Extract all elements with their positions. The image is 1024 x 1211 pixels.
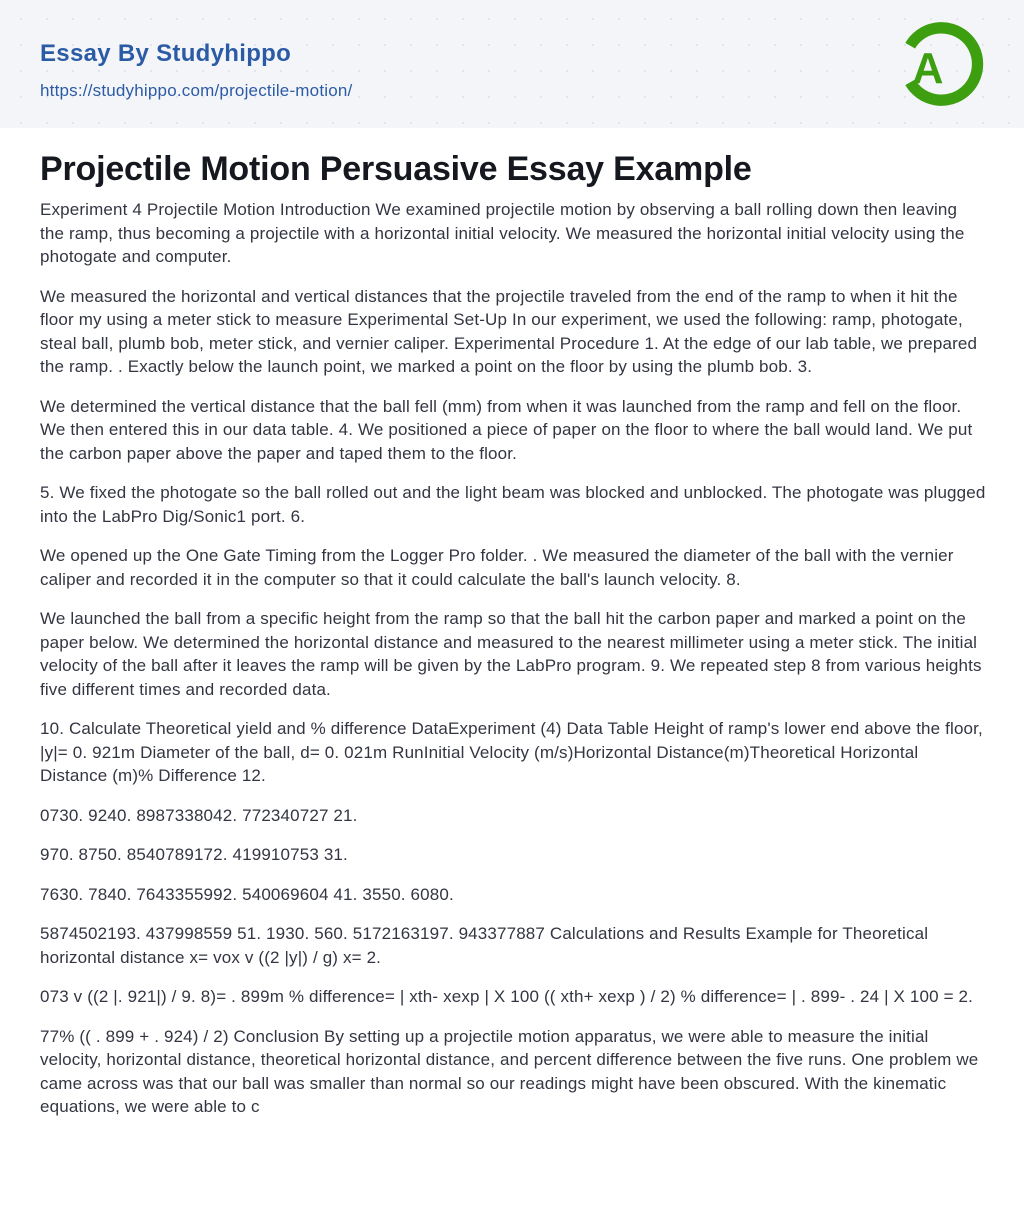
logo-letter: A <box>912 44 944 93</box>
essay-paragraph: We determined the vertical distance that the ball fell (mm) from when it was launched from the ramp and fell on the floor. We then entered this in our data table. 4. We positioned a piece of paper on the floor to where the ball would land. We put the carbon paper above the paper and taped them to the floor. <box>40 396 973 463</box>
essay-paragraph: 5874502193. 437998559 51. 1930. 560. 5172163197. 943377887 Calculations and Results Example for Theoretical horizontal distance x= vox v ((2 |y|) / g) x= 2. <box>40 924 929 967</box>
essay-paragraph: We opened up the One Gate Timing from the Logger Pro folder. . We measured the diameter of the ball with the vernier caliper and recorded it in the computer so that it could calculate the ball's launch velocity. 8. <box>40 546 954 589</box>
page-header <box>0 0 1024 128</box>
essay-paragraph: 073 v ((2 |. 921|) / 9. 8)= . 899m % difference= | xth- xexp | X 100 (( xth+ xexp ) / 2) % difference= | . 899- . 24 | X 100 = 2. <box>40 987 973 1006</box>
essay-paragraph: 7630. 7840. 7643355992. 540069604 41. 3550. 6080. <box>40 884 454 904</box>
essay-paragraph: 10. Calculate Theoretical yield and % difference DataExperiment (4) Data Table Height of ramp's lower end above the floor, |y|= 0. 921m Diameter of the ball, d= 0. 021m RunInitial Velocity (m/s)Horizontal Distance(m)Theoretical Horizontal Distance (m)% Difference 12. <box>40 719 983 785</box>
essay-paragraph: Experiment 4 Projectile Motion Introduction We examined projectile motion by observing a ball rolling down then leaving the ramp, thus becoming a projectile with a horizontal initial velocity. We measured the horizontal initial velocity using the photogate and computer. <box>40 200 965 266</box>
brand-block <box>40 40 352 101</box>
essay-paragraph: 5. We fixed the photogate so the ball rolled out and the light beam was blocked and unblocked. The photogate was plugged into the LabPro Dig/Sonic1 port. 6. <box>40 483 986 526</box>
essay-paragraph: We measured the horizontal and vertical distances that the projectile traveled from the end of the ramp to when it hit the floor my using a meter stick to measure Experimental Set-Up In our experiment, we used the following: ramp, photogate, steal ball, plumb bob, meter stick, and vernier caliper. Experimental Procedure 1. At the edge of our lab table, we prepared the ramp. . Exactly below the launch point, we marked a point on the floor by using the plumb bob. 3. <box>40 286 978 376</box>
essay-paragraph: 0730. 9240. 8987338042. 772340727 21. <box>40 805 358 825</box>
studyhippo-logo-icon <box>894 16 988 112</box>
essay-paragraph: 77% (( . 899 + . 924) / 2) Conclusion By setting up a projectile motion apparatus, we were able to measure the initial velocity, horizontal distance, theoretical horizontal distance, and percent difference between the five runs. One problem we came across was that our ball was smaller than normal so our readings might have been obscured. With the kinematic equations, we were able to c <box>40 1026 979 1116</box>
essay-paragraph: We launched the ball from a specific height from the ramp so that the ball hit the carbon paper and marked a point on the paper below. We determined the horizontal distance and measured to the nearest millimeter using a meter stick. The initial velocity of the ball after it leaves the ramp will be given by the LabPro program. 9. We repeated step 8 from various heights five different times and recorded data. <box>40 609 982 699</box>
article-content <box>0 149 1024 1119</box>
essay-paragraph: 970. 8750. 8540789172. 419910753 31. <box>40 845 348 864</box>
source-url-link[interactable]: https://studyhippo.com/projectile-motion/ <box>40 81 353 100</box>
essay-body <box>40 198 984 1119</box>
brand-title: Essay By Studyhippo <box>40 40 292 67</box>
page-title: Projectile Motion Persuasive Essay Example <box>40 150 752 188</box>
